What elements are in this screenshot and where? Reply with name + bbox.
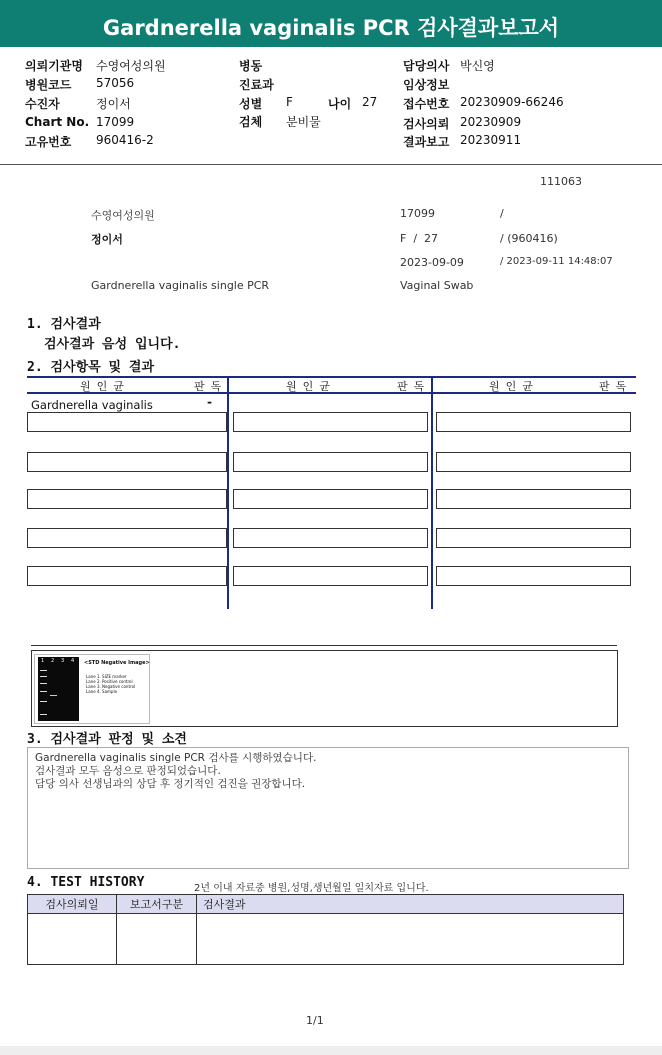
gel-band bbox=[40, 676, 47, 677]
comment-line: Gardnerella vaginalis single PCR 검사를 시행하였습니다. bbox=[35, 752, 317, 764]
header-label: 검체 bbox=[239, 115, 263, 129]
patient-birth: / (960416) bbox=[500, 232, 558, 245]
age-label: 나이 bbox=[328, 97, 352, 111]
page-number: 1/1 bbox=[306, 1014, 324, 1027]
header-value: 20230909 bbox=[460, 115, 522, 129]
header-divider bbox=[0, 164, 662, 165]
result-cell bbox=[436, 452, 631, 472]
comment-line: 검사결과 모두 음성으로 판정되었습니다. bbox=[35, 765, 221, 777]
comment-box bbox=[27, 747, 629, 869]
gel-image bbox=[38, 657, 79, 721]
history-col-header: 보고서구분 bbox=[117, 895, 197, 914]
gel-lane-label: 4 bbox=[71, 658, 75, 664]
section-3-title: 3. 검사결과 판정 및 소견 bbox=[27, 732, 187, 747]
header-value: F bbox=[286, 95, 293, 109]
gel-band bbox=[40, 670, 47, 671]
col-judgement-header: 판독 bbox=[194, 380, 228, 393]
result-cell bbox=[27, 412, 227, 432]
result-cell bbox=[27, 489, 227, 509]
section-1-result: 검사결과 음성 입니다. bbox=[44, 337, 181, 352]
report-title: Gardnerella vaginalis PCR 검사결과보고서 bbox=[0, 0, 662, 47]
gel-band bbox=[50, 695, 57, 696]
patient-sex-age: F / 27 bbox=[400, 232, 439, 245]
result-cell bbox=[233, 412, 428, 432]
result-cell bbox=[233, 489, 428, 509]
gel-image-title: <STD Negative Image> bbox=[84, 660, 150, 666]
gel-band bbox=[40, 683, 47, 684]
history-col-header: 검사결과 bbox=[197, 895, 624, 914]
gel-legend-item: Lane 3. Negative control bbox=[86, 684, 136, 689]
col-organism-header: 원인균 bbox=[489, 380, 539, 393]
gel-legend-item: Lane 2. Positive control bbox=[86, 679, 133, 684]
test-name: Gardnerella vaginalis single PCR bbox=[91, 279, 270, 292]
result-cell bbox=[27, 566, 227, 586]
result-cell bbox=[436, 489, 631, 509]
history-col-header: 검사의뢰일 bbox=[28, 895, 117, 914]
section-2-title: 2. 검사항목 및 결과 bbox=[27, 360, 155, 375]
header-label: 병동 bbox=[239, 59, 263, 73]
result-cell bbox=[233, 566, 428, 586]
gel-lane-label: 1 bbox=[41, 658, 45, 664]
header-label: 성별 bbox=[239, 97, 263, 111]
header-label: 담당의사 bbox=[403, 59, 450, 73]
gel-lane-label: 3 bbox=[61, 658, 65, 664]
result-table-divider bbox=[227, 377, 229, 609]
result-cell bbox=[436, 566, 631, 586]
header-label: 검사의뢰 bbox=[403, 117, 450, 131]
result-table-divider bbox=[431, 377, 433, 609]
gel-band bbox=[40, 714, 47, 715]
header-value: 수영여성의원 bbox=[96, 59, 166, 73]
history-note: 2년 이내 자료중 병원,성명,생년월일 일치자료 입니다. bbox=[194, 883, 429, 894]
header-label: 임상정보 bbox=[403, 78, 450, 92]
gel-lane-label: 2 bbox=[51, 658, 55, 664]
gel-divider bbox=[31, 645, 617, 646]
organism-result: - bbox=[207, 395, 212, 409]
result-cell bbox=[436, 528, 631, 548]
result-cell bbox=[436, 412, 631, 432]
history-cell bbox=[28, 914, 117, 965]
header-label: 접수번호 bbox=[403, 97, 450, 111]
patient-date: 2023-09-09 bbox=[400, 256, 464, 269]
organism-name: Gardnerella vaginalis bbox=[31, 398, 153, 412]
header-label: 의뢰기관명 bbox=[25, 59, 83, 73]
gel-legend bbox=[86, 674, 135, 694]
header-label: Chart No. bbox=[25, 115, 90, 129]
gel-band bbox=[40, 701, 47, 702]
gel-band bbox=[40, 691, 47, 692]
col-judgement-header: 판독 bbox=[397, 380, 431, 393]
patient-name: 정이서 bbox=[91, 233, 123, 246]
header-value: 분비물 bbox=[286, 115, 321, 129]
header-label: 수진자 bbox=[25, 97, 60, 111]
header-value: 박신영 bbox=[460, 59, 495, 73]
header-label: 고유번호 bbox=[25, 135, 72, 149]
history-cell bbox=[197, 914, 624, 965]
history-table bbox=[27, 894, 624, 965]
patient-chart: 17099 bbox=[400, 207, 435, 220]
gel-legend-item: Lane 1. SIZE marker bbox=[86, 674, 127, 679]
result-cell bbox=[27, 528, 227, 548]
result-cell bbox=[27, 452, 227, 472]
col-organism-header: 원인균 bbox=[80, 380, 130, 393]
col-organism-header: 원인균 bbox=[286, 380, 336, 393]
result-cell bbox=[233, 528, 428, 548]
header-value: 17099 bbox=[96, 115, 135, 129]
header-label: 진료과 bbox=[239, 78, 274, 92]
section-4-title: 4. TEST HISTORY bbox=[27, 875, 145, 890]
page-footer-strip bbox=[0, 1046, 662, 1055]
patient-separator: / bbox=[500, 207, 504, 220]
col-judgement-header: 판독 bbox=[599, 380, 633, 393]
comment-line: 담당 의사 선생님과의 상담 후 정기적인 검진을 권장합니다. bbox=[35, 778, 306, 790]
age-value: 27 bbox=[362, 95, 378, 109]
history-cell bbox=[117, 914, 197, 965]
gel-legend-item: Lane 4. Sample bbox=[86, 689, 118, 694]
header-value: 57056 bbox=[96, 76, 135, 90]
section-1-title: 1. 검사결과 bbox=[27, 317, 101, 332]
header-label: 병원코드 bbox=[25, 78, 72, 92]
patient-clinic: 수영여성의원 bbox=[91, 209, 155, 222]
header-value: 정이서 bbox=[96, 97, 131, 111]
patient-report-datetime: / 2023-09-11 14:48:07 bbox=[500, 256, 613, 267]
specimen: Vaginal Swab bbox=[400, 279, 474, 292]
header-value: 960416-2 bbox=[96, 133, 154, 147]
patient-code: 111063 bbox=[540, 175, 582, 188]
header-label: 결과보고 bbox=[403, 135, 450, 149]
header-value: 20230909-66246 bbox=[460, 95, 564, 109]
result-cell bbox=[233, 452, 428, 472]
header-value: 20230911 bbox=[460, 133, 522, 147]
